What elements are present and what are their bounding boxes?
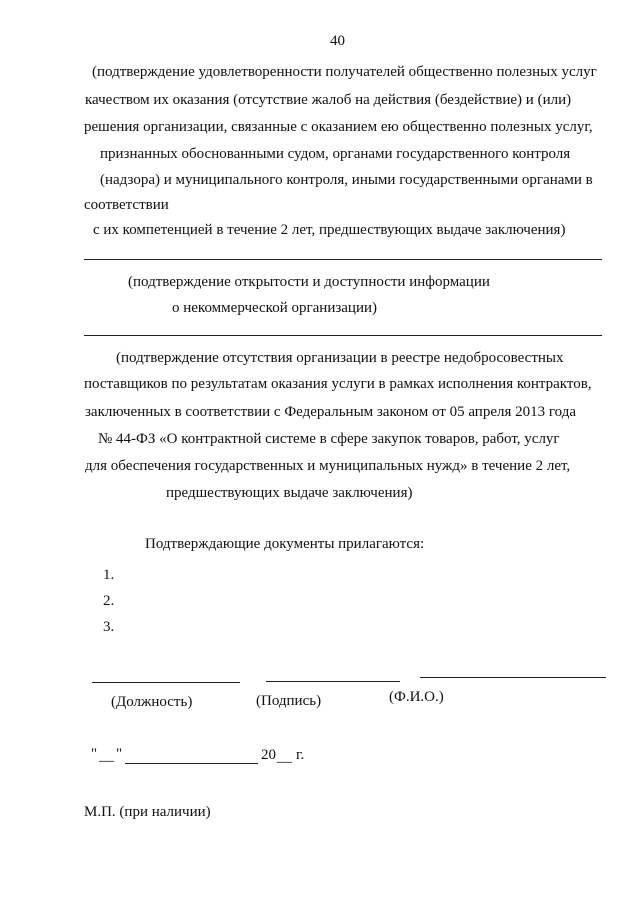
date-quote-close: " <box>116 746 123 762</box>
block1-line-1: (подтверждение удовлетворенности получателей общественно полезных услуг <box>92 64 597 80</box>
block3-line-1: (подтверждение отсутствия организации в реестре недобросовестных <box>116 350 564 366</box>
fill-in-line-1 <box>84 259 602 260</box>
date-year-prefix: 20 <box>261 747 276 763</box>
attachment-number-3: 3. <box>103 619 115 635</box>
date-day-blank: __ <box>99 748 114 764</box>
position-line <box>92 682 240 683</box>
block1-line-3: решения организации, связанные с оказанием ею общественно полезных услуг, <box>84 119 593 135</box>
attachment-number-1: 1. <box>103 567 115 583</box>
block1-line-5: (надзора) и муниципального контроля, иными государственными органами в <box>100 172 593 188</box>
attachment-number-2: 2. <box>103 593 115 609</box>
fill-in-line-2 <box>84 335 602 336</box>
attachments-heading: Подтверждающие документы прилагаются: <box>145 536 425 552</box>
position-label: (Должность) <box>111 694 193 710</box>
block2-line-1: (подтверждение открытости и доступности информации <box>128 274 490 290</box>
block3-line-2: поставщиков по результатам оказания услуги в рамках исполнения контрактов, <box>84 376 592 392</box>
block1-line-7: с их компетенцией в течение 2 лет, предшествующих выдаче заключения) <box>93 222 566 238</box>
block3-line-6: предшествующих выдаче заключения) <box>166 485 413 501</box>
block3-line-4: № 44-ФЗ «О контрактной системе в сфере закупок товаров, работ, услуг <box>98 431 560 447</box>
name-line <box>420 677 606 678</box>
block1-line-2: качеством их оказания (отсутствие жалоб на действия (бездействие) и (или) <box>85 92 572 108</box>
block1-line-4: признанных обоснованными судом, органами государственного контроля <box>100 146 571 162</box>
block3-line-5: для обеспечения государственных и муниципальных нужд» в течение 2 лет, <box>85 458 571 474</box>
date-year-blank: __ <box>277 749 292 765</box>
block2-line-2: о некоммерческой организации) <box>172 300 378 316</box>
name-label: (Ф.И.О.) <box>389 689 444 705</box>
block3-line-3: заключенных в соответствии с Федеральным законом от 05 апреля 2013 года <box>85 404 577 420</box>
block1-line-6: соответствии <box>84 197 169 213</box>
signature-line <box>266 681 400 682</box>
signature-label: (Подпись) <box>256 693 322 709</box>
date-quote-open: " <box>91 746 98 762</box>
date-year-suffix: г. <box>296 747 305 763</box>
date-month-line <box>125 763 258 764</box>
page-number: 40 <box>330 33 345 49</box>
stamp-note: М.П. (при наличии) <box>84 804 211 820</box>
